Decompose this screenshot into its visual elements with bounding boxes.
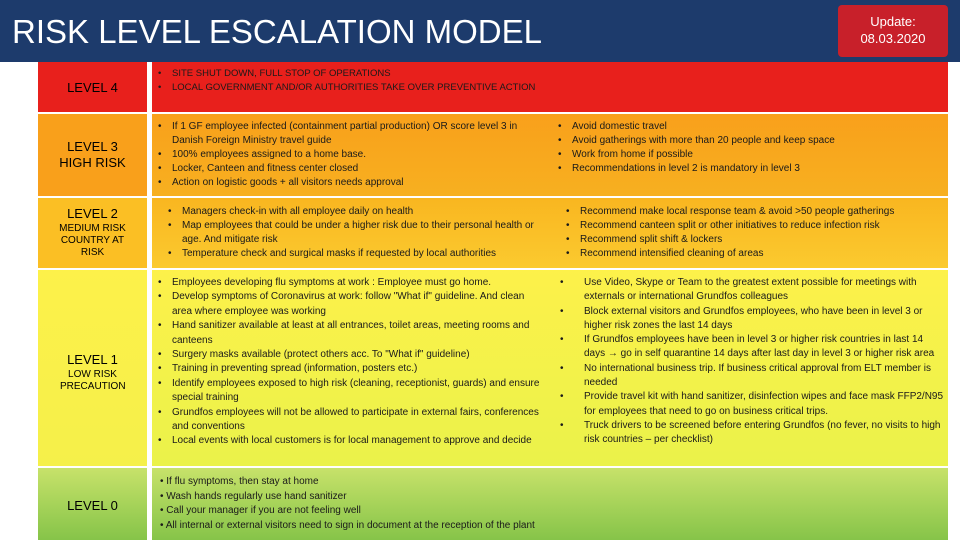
list-item: • Action on logistic goods + all visitors needs approval (158, 176, 538, 190)
list-item: • If flu symptoms, then stay at home (160, 476, 319, 487)
level-4-label (38, 80, 147, 95)
list-item: • Recommend split shift & lockers (566, 233, 944, 247)
list-item: • Recommendations in level 2 is mandatory in level 3 (558, 162, 938, 176)
list-item: • Avoid gatherings with more than 20 people and keep space (558, 134, 938, 148)
list-item: • Recommend intensified cleaning of areas (566, 247, 944, 261)
list-item: • LOCAL GOVERNMENT AND/OR AUTHORITIES TAKE OVER PREVENTIVE ACTION (158, 81, 938, 95)
level-4-list (158, 67, 938, 95)
level-1-right-list (560, 276, 946, 448)
list-item: • Local events with local customers is for local management to approve and decide (158, 434, 544, 448)
list-item: • No international business trip. If business critical approval from ELT member is needed (560, 362, 946, 391)
list-item: • Recommend make local response team & avoid >50 people gatherings (566, 205, 944, 219)
level-name: LEVEL 2 (67, 206, 118, 221)
list-item: • Map employees that could be under a higher risk due to their personal health or age. And mitigate risk (168, 219, 540, 247)
level-3-left-list (158, 120, 538, 190)
level-0-list (160, 475, 940, 533)
level-3-label (38, 139, 147, 170)
level-name: LEVEL 0 (67, 498, 118, 513)
header-bar (0, 0, 960, 62)
list-item: • Recommend canteen split or other initiatives to reduce infection risk (566, 219, 944, 233)
list-item: • Hand sanitizer available at least at all entrances, toilet areas, meeting rooms and canteens (158, 319, 544, 348)
level-name: LEVEL 4 (67, 80, 118, 95)
list-item: • Truck drivers to be screened before entering Grundfos (no fever, no visits to high risk countries – per checklist) (560, 419, 946, 448)
list-item: • Develop symptoms of Coronavirus at work: follow "What if" guideline. And clean area where employee was working (158, 290, 544, 319)
list-item: • Employees developing flu symptoms at work : Employee must go home. (158, 276, 544, 290)
level-name: LEVEL 3 (67, 139, 118, 154)
list-item: • Temperature check and surgical masks if requested by local authorities (168, 247, 540, 261)
update-date: 08.03.2020 (860, 31, 926, 46)
list-item: • 100% employees assigned to a home base. (158, 148, 538, 162)
list-item: • Block external visitors and Grundfos employees, who have been in level 3 or higher risk zones the last 14 days (560, 305, 946, 334)
update-badge (838, 5, 948, 57)
level-2-left-list (168, 205, 540, 261)
update-label: Update: (870, 14, 916, 29)
list-item: • Locker, Canteen and fitness center closed (158, 162, 538, 176)
list-item: • Work from home if possible (558, 148, 938, 162)
page-title: RISK LEVEL ESCALATION MODEL (12, 13, 542, 50)
level-2-right-list (566, 205, 944, 261)
level-2-label (38, 206, 147, 259)
level-sub: MEDIUM RISK COUNTRY AT RISK (59, 223, 126, 258)
level-name: LEVEL 1 (67, 352, 118, 367)
list-item: • Managers check-in with all employee daily on health (168, 205, 540, 219)
list-item: • Training in preventing spread (information, posters etc.) (158, 362, 544, 376)
list-item: • All internal or external visitors need to sign in document at the reception of the plant (160, 519, 535, 531)
level-sub: HIGH RISK (59, 155, 126, 170)
list-item: • Call your manager if you are not feeling well (160, 505, 361, 517)
list-item: • Provide travel kit with hand sanitizer, disinfection wipes and face mask FFP2/N95 for employees that need to go on business critical trips. (560, 390, 946, 419)
list-item: • Use Video, Skype or Team to the greatest extent possible for meetings with externals or international Grundfos colleagues (560, 276, 946, 305)
level-1-left-list (158, 276, 544, 449)
list-item: • Surgery masks available (protect others acc. To "What if" guideline) (158, 348, 544, 362)
list-item: • If 1 GF employee infected (containment partial production) OR score level 3 in Danish Foreign Ministry travel guide (158, 120, 538, 148)
list-item: • If Grundfos employees have been in level 3 or higher risk countries in last 14 days → go in self quarantine 14 days after last day in level 3 or higher risk area (560, 333, 946, 362)
list-item: • Avoid domestic travel (558, 120, 938, 134)
list-item: • SITE SHUT DOWN, FULL STOP OF OPERATIONS (158, 67, 938, 81)
level-1-label (38, 352, 147, 393)
level-3-right-list (558, 120, 938, 176)
list-item: • Identify employees exposed to high risk (cleaning, receptionist, guards) and ensure special training (158, 377, 544, 406)
level-0-label (38, 498, 147, 513)
list-item: • Grundfos employees will not be allowed to participate in external fairs, conferences and conventions (158, 406, 544, 435)
list-item: • Wash hands regularly use hand sanitizer (160, 490, 347, 502)
level-sub: LOW RISK PRECAUTION (60, 369, 126, 392)
